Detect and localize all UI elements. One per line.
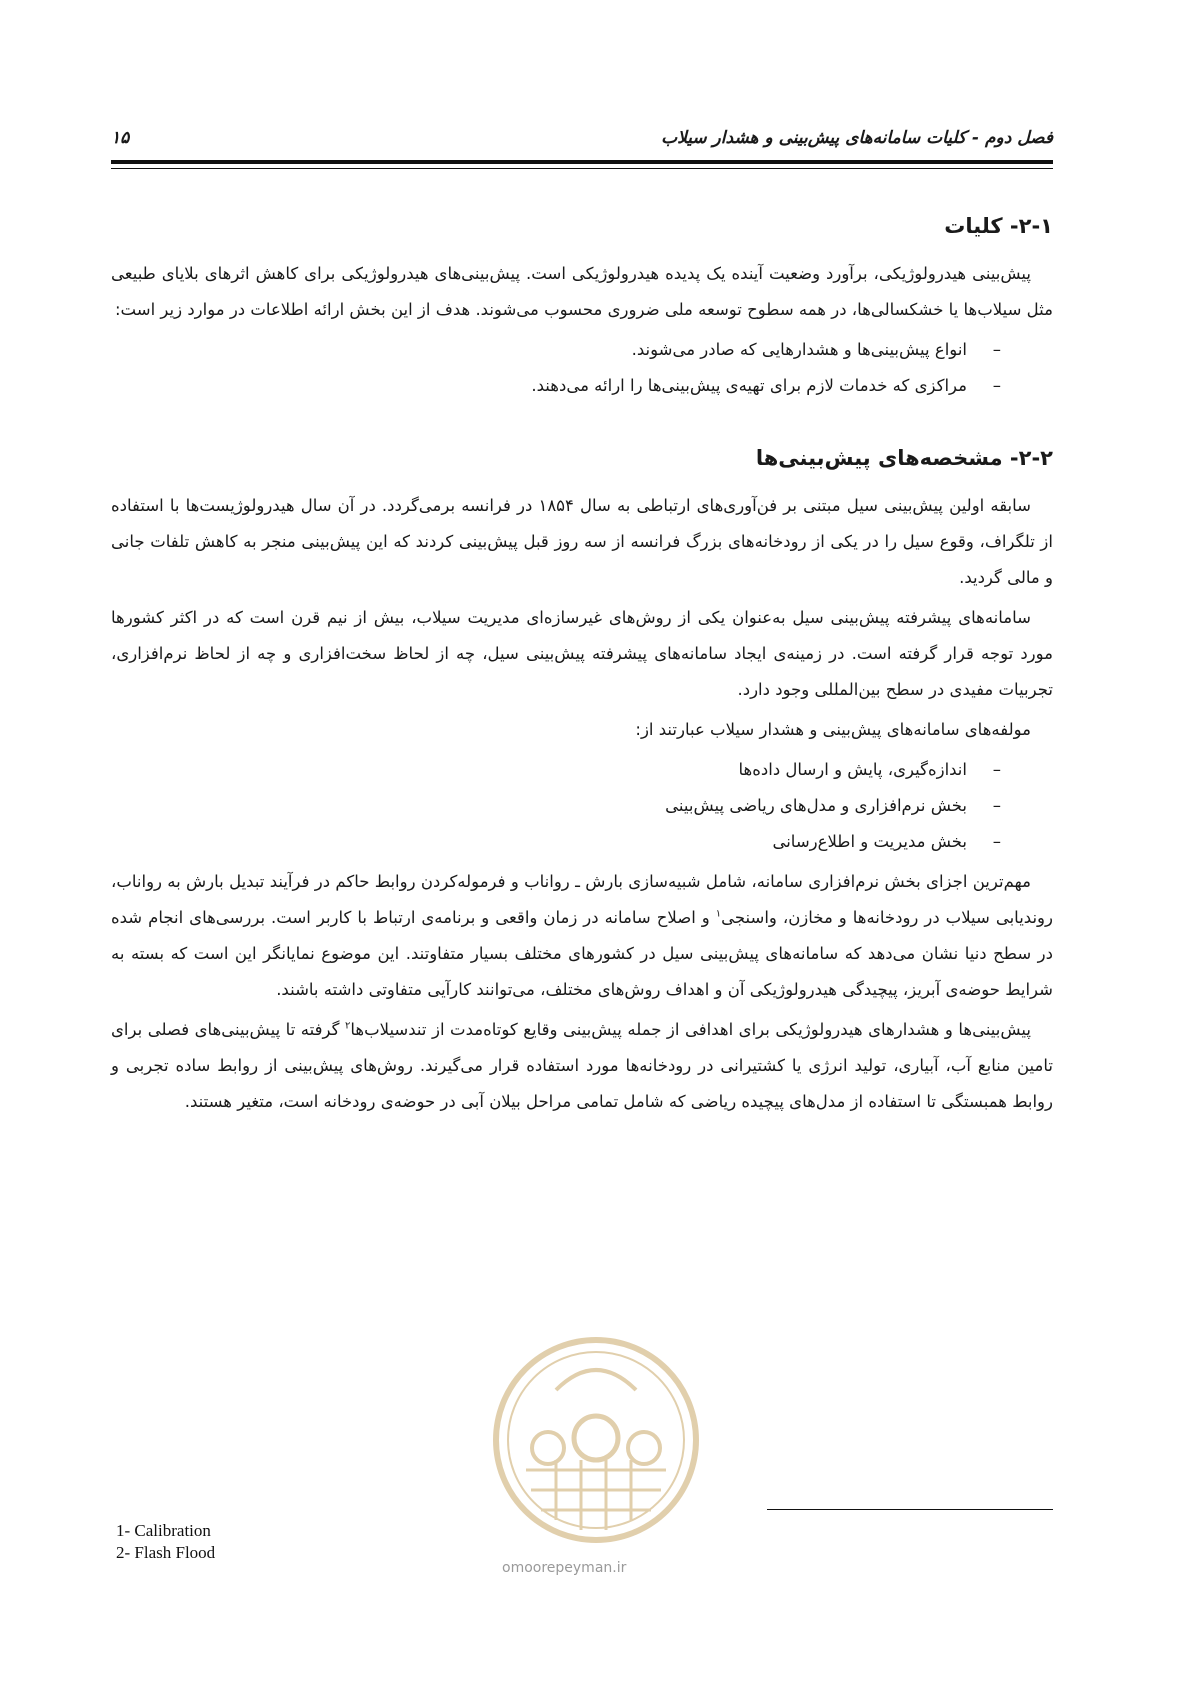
page-number: ۱۵ — [111, 128, 130, 148]
paragraph: سامانه‌های پیشرفته پیش‌بینی سیل به‌عنوان یکی از روش‌های غیرسازه‌ای مدیریت سیلاب، بیش از نیم قرن است که در اکثر کشورها مورد توجه قرار گرفته است. در زمینه‌ی ایجاد سامانه‌های پیشرفته پیش‌بینی سیل، چه از لحاظ سخت‌افزاری و چه از لحاظ نرم‌افزاری، تجربیات مفیدی در سطح بین‌المللی وجود دارد. — [111, 608, 1053, 699]
watermark-gear-center — [574, 1416, 618, 1460]
paragraph-text: و اصلاح سامانه در زمان واقعی و برنامه‌ی ارتباط با کاربر است. بررسی‌های انجام شده در سطح دنیا نشان می‌دهد که سامانه‌های پیش‌بینی سیل در کشورهای مختلف بسیار متفاوتند. این موضوع نمایانگر این است که بسته به شرایط حوضه‌ی آبریز، پیچیدگی هیدرولوژیکی آن و اهداف روش‌های مختلف، می‌توانند کارآیی متفاوتی داشته باشند. — [111, 908, 1053, 999]
list-item: – مراکزی که خدمات لازم برای تهیه‌ی پیش‌بینی‌ها را ارائه می‌دهند. — [111, 368, 1001, 404]
watermark-script — [556, 1370, 636, 1390]
paragraph: مولفه‌های سامانه‌های پیش‌بینی و هشدار سیلاب عبارتند از: — [635, 720, 1031, 739]
paragraph: پیش‌بینی هیدرولوژیکی، برآورد وضعیت آینده یک پدیده هیدرولوژیکی است. پیش‌بینی‌های هیدرولوژیکی برای کاهش اثرهای بلایای طبیعی مثل سیلاب‌ها یا خشکسالی‌ها، در همه سطوح توسعه ملی ضروری محسوب می‌شوند. هدف از این بخش ارائه اطلاعات در موارد زیر است: — [111, 264, 1053, 319]
header-rule-thick — [111, 160, 1053, 164]
watermark-url: omoorepeyman.ir — [502, 1560, 627, 1576]
section-heading-general: ۲-۱- کلیات — [944, 214, 1053, 238]
footnote-ref: ۲ — [344, 1020, 351, 1032]
watermark-gear-left — [532, 1432, 564, 1464]
bullet-list — [111, 332, 1053, 404]
list-item: – انواع پیش‌بینی‌ها و هشدارهایی که صادر می‌شوند. — [111, 332, 1001, 368]
paragraph-text: پیش‌بینی‌ها و هشدارهای هیدرولوژیکی برای اهدافی از جمله پیش‌بینی وقایع کوتاه‌مدت از تندسیلاب‌ها — [350, 1020, 1031, 1039]
header-rule-thin — [111, 168, 1053, 169]
paragraph: سابقه اولین پیش‌بینی سیل مبتنی بر فن‌آوری‌های ارتباطی به سال ۱۸۵۴ در فرانسه برمی‌گردد. در آن سال هیدرولوژیست‌ها با استفاده از تلگراف، وقوع سیل را در یکی از رودخانه‌های بزرگ فرانسه از سه روز قبل پیش‌بینی کردند که این پیش‌بینی منجر به کاهش تلفات جانی و مالی گردید. — [111, 496, 1053, 587]
footnote-item: 2- Flash Flood — [116, 1543, 216, 1562]
watermark-grid — [526, 1460, 666, 1530]
footnote-ref: ۱ — [715, 908, 722, 920]
paragraph — [111, 1012, 1053, 1120]
chapter-title: فصل دوم - کلیات سامانه‌های پیش‌بینی و هشدار سیلاب — [661, 128, 1053, 148]
paragraph — [111, 864, 1053, 1008]
running-header — [111, 128, 1053, 158]
list-item: – بخش مدیریت و اطلاع‌رسانی — [111, 824, 1001, 860]
footnotes — [116, 1520, 215, 1564]
watermark-gear-right — [628, 1432, 660, 1464]
main-content — [111, 210, 1053, 1124]
list-item: – اندازه‌گیری، پایش و ارسال داده‌ها — [111, 752, 1001, 788]
paragraph-text: گرفته تا پیش‌بینی‌های فصلی برای تامین منابع آب، آبیاری، تولید انرژی یا کشتیرانی در رودخانه‌ها مورد استفاده قرار می‌گیرند. روش‌های پیش‌بینی از روابط ساده تجربی و روابط همبستگی تا استفاده از مدل‌های پیچیده ریاضی که شامل تمامی مراحل بیلان آبی در حوضه‌ی رودخانه است، متغیر هستند. — [111, 1020, 1053, 1111]
paragraph-text: مهم‌ترین اجزای بخش نرم‌افزاری سامانه، شامل شبیه‌سازی بارش ـ رواناب و فرموله‌کردن روابط حاکم در فرآیند تبدیل بارش به رواناب، روندیابی سیلاب در رودخانه‌ها و مخازن، واسنجی — [111, 872, 1053, 927]
list-item: – بخش نرم‌افزاری و مدل‌های ریاضی پیش‌بینی — [111, 788, 1001, 824]
watermark-logo — [486, 1320, 706, 1560]
bullet-list — [111, 752, 1053, 860]
section-heading-characteristics: ۲-۲- مشخصه‌های پیش‌بینی‌ها — [755, 446, 1053, 470]
footnote-separator — [767, 1509, 1053, 1510]
footnote-item: 1- Calibration — [116, 1521, 211, 1540]
